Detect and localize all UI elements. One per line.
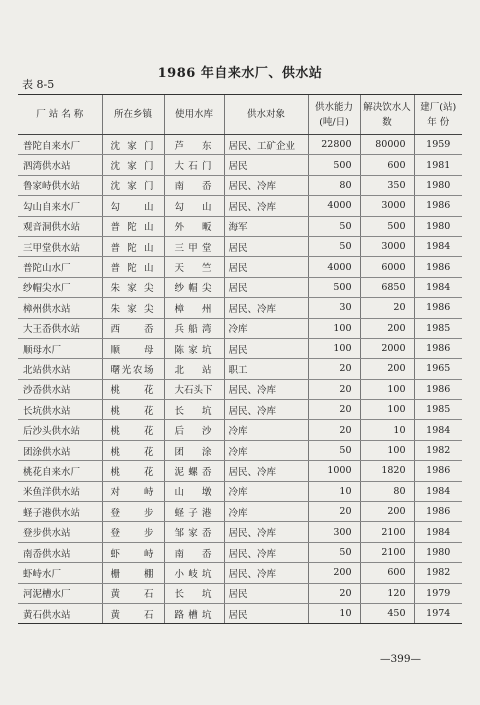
target-cell: 居民 xyxy=(224,257,308,277)
station-cell: 普陀自来水厂 xyxy=(18,135,102,155)
year-cell: 1986 xyxy=(414,298,462,318)
year-cell: 1986 xyxy=(414,502,462,522)
reservoir-cell: 纱帽尖 xyxy=(164,277,224,297)
table-row xyxy=(18,583,462,603)
town-cell: 勾山 xyxy=(102,196,164,216)
table-row xyxy=(18,379,462,399)
people-cell: 200 xyxy=(360,359,414,379)
table-row xyxy=(18,135,462,155)
town-cell: 黄石 xyxy=(102,603,164,623)
capacity-cell: 50 xyxy=(308,542,360,562)
header-reservoir: 使用水库 xyxy=(164,95,224,135)
town-cell: 沈家门 xyxy=(102,175,164,195)
table-row xyxy=(18,603,462,623)
target-cell: 居民 xyxy=(224,338,308,358)
table-row xyxy=(18,481,462,501)
target-cell: 居民、冷库 xyxy=(224,400,308,420)
station-cell: 黄石供水站 xyxy=(18,603,102,623)
year-cell: 1981 xyxy=(414,155,462,175)
town-cell: 曙光农场 xyxy=(102,359,164,379)
reservoir-cell: 邹家岙 xyxy=(164,522,224,542)
year-cell: 1959 xyxy=(414,135,462,155)
year-cell: 1979 xyxy=(414,583,462,603)
table-row xyxy=(18,461,462,481)
header-target: 供水对象 xyxy=(224,95,308,135)
reservoir-cell: 兵船湾 xyxy=(164,318,224,338)
page-number: —399— xyxy=(380,653,422,665)
table-row xyxy=(18,440,462,460)
reservoir-cell: 三甲堂 xyxy=(164,236,224,256)
target-cell: 居民 xyxy=(224,603,308,623)
capacity-cell: 20 xyxy=(308,583,360,603)
table-row xyxy=(18,155,462,175)
target-cell: 居民、冷库 xyxy=(224,522,308,542)
target-cell: 职工 xyxy=(224,359,308,379)
table-row xyxy=(18,196,462,216)
town-cell: 登步 xyxy=(102,522,164,542)
capacity-cell: 10 xyxy=(308,481,360,501)
station-cell: 纱帽尖水厂 xyxy=(18,277,102,297)
reservoir-cell: 樟州 xyxy=(164,298,224,318)
people-cell: 100 xyxy=(360,440,414,460)
reservoir-cell: 小岐坑 xyxy=(164,563,224,583)
people-cell: 3000 xyxy=(360,196,414,216)
year-cell: 1982 xyxy=(414,563,462,583)
year-cell: 1980 xyxy=(414,216,462,236)
people-cell: 2000 xyxy=(360,338,414,358)
people-cell: 100 xyxy=(360,379,414,399)
table-row xyxy=(18,318,462,338)
station-cell: 三甲堂供水站 xyxy=(18,236,102,256)
capacity-cell: 20 xyxy=(308,379,360,399)
station-cell: 长坑供水站 xyxy=(18,400,102,420)
capacity-cell: 22800 xyxy=(308,135,360,155)
station-cell: 北站供水站 xyxy=(18,359,102,379)
target-cell: 居民、冷库 xyxy=(224,461,308,481)
reservoir-cell: 泥螺岙 xyxy=(164,461,224,481)
town-cell: 普陀山 xyxy=(102,257,164,277)
table-row xyxy=(18,502,462,522)
people-cell: 450 xyxy=(360,603,414,623)
target-cell: 居民 xyxy=(224,583,308,603)
target-cell: 冷库 xyxy=(224,481,308,501)
town-cell: 桃花 xyxy=(102,461,164,481)
town-cell: 沈家门 xyxy=(102,135,164,155)
town-cell: 普陀山 xyxy=(102,216,164,236)
year-cell: 1974 xyxy=(414,603,462,623)
header-town: 所在乡镇 xyxy=(102,95,164,135)
target-cell: 冷库 xyxy=(224,440,308,460)
station-cell: 勾山自来水厂 xyxy=(18,196,102,216)
year-cell: 1985 xyxy=(414,400,462,420)
town-cell: 桃花 xyxy=(102,440,164,460)
reservoir-cell: 大石门 xyxy=(164,155,224,175)
table-label: 表 8-5 xyxy=(22,78,55,91)
reservoir-cell: 蛏子港 xyxy=(164,502,224,522)
station-cell: 泗湾供水站 xyxy=(18,155,102,175)
capacity-cell: 4000 xyxy=(308,257,360,277)
table-row xyxy=(18,400,462,420)
capacity-cell: 50 xyxy=(308,440,360,460)
water-supply-table xyxy=(18,94,462,624)
table-row xyxy=(18,298,462,318)
target-cell: 居民、冷库 xyxy=(224,379,308,399)
people-cell: 200 xyxy=(360,318,414,338)
target-cell: 海军 xyxy=(224,216,308,236)
target-cell: 居民 xyxy=(224,236,308,256)
people-cell: 3000 xyxy=(360,236,414,256)
people-cell: 80000 xyxy=(360,135,414,155)
people-cell: 2100 xyxy=(360,542,414,562)
reservoir-cell: 山墩 xyxy=(164,481,224,501)
table-row xyxy=(18,175,462,195)
target-cell: 居民、冷库 xyxy=(224,542,308,562)
station-cell: 蛏子港供水站 xyxy=(18,502,102,522)
header-capacity: 供水能力(吨/日) xyxy=(308,95,360,135)
town-cell: 沈家门 xyxy=(102,155,164,175)
header-year: 建厂(站)年 份 xyxy=(414,95,462,135)
reservoir-cell: 勾山 xyxy=(164,196,224,216)
target-cell: 居民 xyxy=(224,155,308,175)
town-cell: 虾峙 xyxy=(102,542,164,562)
station-cell: 南岙供水站 xyxy=(18,542,102,562)
town-cell: 桃花 xyxy=(102,420,164,440)
capacity-cell: 500 xyxy=(308,155,360,175)
town-cell: 登步 xyxy=(102,502,164,522)
year-cell: 1986 xyxy=(414,196,462,216)
station-cell: 后沙头供水站 xyxy=(18,420,102,440)
station-cell: 鲁家峙供水站 xyxy=(18,175,102,195)
station-cell: 桃花自来水厂 xyxy=(18,461,102,481)
town-cell: 西岙 xyxy=(102,318,164,338)
station-cell: 沙岙供水站 xyxy=(18,379,102,399)
reservoir-cell: 大石头下 xyxy=(164,379,224,399)
capacity-cell: 20 xyxy=(308,420,360,440)
year-cell: 1986 xyxy=(414,338,462,358)
year-cell: 1965 xyxy=(414,359,462,379)
year-cell: 1984 xyxy=(414,481,462,501)
station-cell: 顺母水厂 xyxy=(18,338,102,358)
capacity-cell: 100 xyxy=(308,338,360,358)
people-cell: 6850 xyxy=(360,277,414,297)
table-row xyxy=(18,522,462,542)
reservoir-cell: 长坑 xyxy=(164,400,224,420)
capacity-cell: 30 xyxy=(308,298,360,318)
town-cell: 桃花 xyxy=(102,400,164,420)
table-row xyxy=(18,563,462,583)
town-cell: 顺母 xyxy=(102,338,164,358)
station-cell: 普陀山水厂 xyxy=(18,257,102,277)
people-cell: 350 xyxy=(360,175,414,195)
people-cell: 20 xyxy=(360,298,414,318)
town-cell: 朱家尖 xyxy=(102,298,164,318)
people-cell: 2100 xyxy=(360,522,414,542)
table-row xyxy=(18,338,462,358)
people-cell: 200 xyxy=(360,502,414,522)
year-cell: 1985 xyxy=(414,318,462,338)
capacity-cell: 10 xyxy=(308,603,360,623)
reservoir-cell: 团涂 xyxy=(164,440,224,460)
reservoir-cell: 南岙 xyxy=(164,175,224,195)
people-cell: 600 xyxy=(360,155,414,175)
year-cell: 1980 xyxy=(414,542,462,562)
capacity-cell: 20 xyxy=(308,502,360,522)
town-cell: 对峙 xyxy=(102,481,164,501)
people-cell: 100 xyxy=(360,400,414,420)
people-cell: 6000 xyxy=(360,257,414,277)
capacity-cell: 100 xyxy=(308,318,360,338)
target-cell: 居民、冷库 xyxy=(224,563,308,583)
capacity-cell: 300 xyxy=(308,522,360,542)
capacity-cell: 50 xyxy=(308,236,360,256)
station-cell: 团涂供水站 xyxy=(18,440,102,460)
target-cell: 居民、冷库 xyxy=(224,298,308,318)
year-cell: 1986 xyxy=(414,257,462,277)
station-cell: 樟州供水站 xyxy=(18,298,102,318)
year-cell: 1986 xyxy=(414,379,462,399)
people-cell: 80 xyxy=(360,481,414,501)
table-body xyxy=(18,135,462,624)
station-cell: 虾峙水厂 xyxy=(18,563,102,583)
capacity-cell: 20 xyxy=(308,359,360,379)
table-row xyxy=(18,257,462,277)
year-cell: 1984 xyxy=(414,277,462,297)
station-cell: 登步供水站 xyxy=(18,522,102,542)
reservoir-cell: 芦东 xyxy=(164,135,224,155)
capacity-cell: 500 xyxy=(308,277,360,297)
year-cell: 1984 xyxy=(414,420,462,440)
reservoir-cell: 外畈 xyxy=(164,216,224,236)
year-cell: 1982 xyxy=(414,440,462,460)
table-row xyxy=(18,420,462,440)
town-cell: 朱家尖 xyxy=(102,277,164,297)
reservoir-cell: 后沙 xyxy=(164,420,224,440)
year-cell: 1984 xyxy=(414,522,462,542)
reservoir-cell: 南岙 xyxy=(164,542,224,562)
people-cell: 500 xyxy=(360,216,414,236)
station-cell: 米鱼洋供水站 xyxy=(18,481,102,501)
reservoir-cell: 路槽坑 xyxy=(164,603,224,623)
capacity-cell: 4000 xyxy=(308,196,360,216)
capacity-cell: 20 xyxy=(308,400,360,420)
target-cell: 冷库 xyxy=(224,420,308,440)
people-cell: 10 xyxy=(360,420,414,440)
station-cell: 大王岙供水站 xyxy=(18,318,102,338)
station-cell: 河泥槽水厂 xyxy=(18,583,102,603)
table-row xyxy=(18,542,462,562)
header-station: 厂 站 名 称 xyxy=(18,95,102,135)
table-row xyxy=(18,277,462,297)
header-people: 解决饮水人数 xyxy=(360,95,414,135)
capacity-cell: 1000 xyxy=(308,461,360,481)
people-cell: 1820 xyxy=(360,461,414,481)
station-cell: 观音洞供水站 xyxy=(18,216,102,236)
table-row xyxy=(18,236,462,256)
reservoir-cell: 陈家坑 xyxy=(164,338,224,358)
reservoir-cell: 北站 xyxy=(164,359,224,379)
capacity-cell: 50 xyxy=(308,216,360,236)
page-title: 1986 年自来水厂、供水站 xyxy=(157,66,323,81)
table-row xyxy=(18,216,462,236)
town-cell: 普陀山 xyxy=(102,236,164,256)
target-cell: 冷库 xyxy=(224,502,308,522)
capacity-cell: 80 xyxy=(308,175,360,195)
town-cell: 栅棚 xyxy=(102,563,164,583)
people-cell: 600 xyxy=(360,563,414,583)
table-row xyxy=(18,359,462,379)
capacity-cell: 200 xyxy=(308,563,360,583)
year-cell: 1984 xyxy=(414,236,462,256)
target-cell: 居民、冷库 xyxy=(224,175,308,195)
table-header-row xyxy=(18,95,462,135)
town-cell: 黄石 xyxy=(102,583,164,603)
year-cell: 1980 xyxy=(414,175,462,195)
target-cell: 居民 xyxy=(224,277,308,297)
reservoir-cell: 天竺 xyxy=(164,257,224,277)
year-cell: 1986 xyxy=(414,461,462,481)
target-cell: 冷库 xyxy=(224,318,308,338)
town-cell: 桃花 xyxy=(102,379,164,399)
people-cell: 120 xyxy=(360,583,414,603)
reservoir-cell: 长坑 xyxy=(164,583,224,603)
target-cell: 居民、冷库 xyxy=(224,196,308,216)
target-cell: 居民、工矿企业 xyxy=(224,135,308,155)
